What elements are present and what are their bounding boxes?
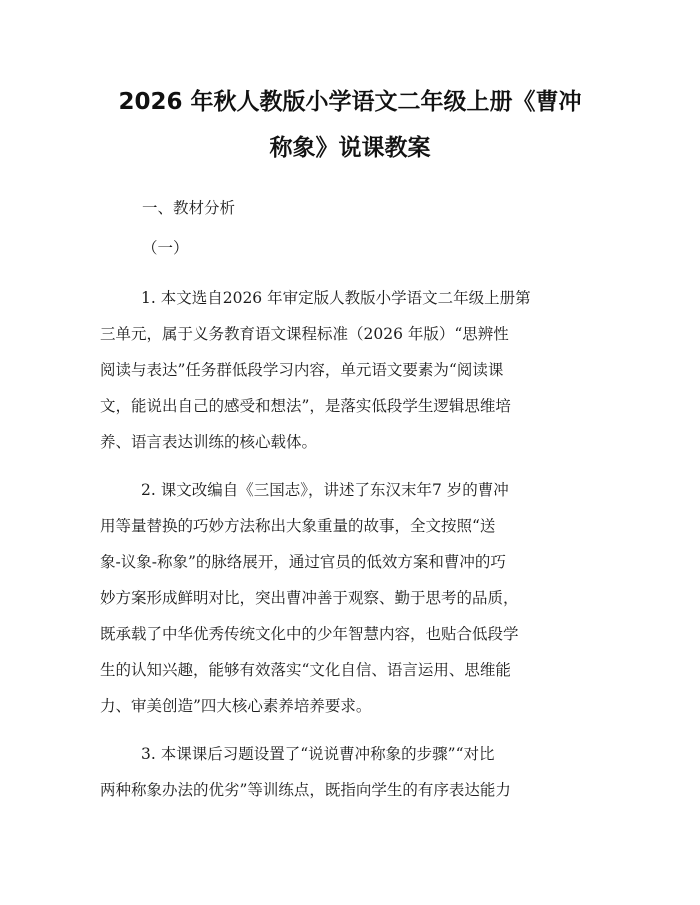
paragraph-1-line-1: 1. 本文选自2026 年审定版人教版小学语文二年级上册第 — [141, 289, 531, 307]
paragraph-3-line-2: 两种称象办法的优劣”等训练点，既指向学生的有序表达能力 — [100, 781, 511, 799]
paragraph-1-line-4: 文，能说出自己的感受和想法”，是落实低段学生逻辑思维培 — [100, 397, 511, 415]
paragraph-1-line-3: 阅读与表达”任务群低段学习内容，单元语文要素为“阅读课 — [100, 361, 504, 379]
paragraph-2-line-5: 既承载了中华优秀传统文化中的少年智慧内容，也贴合低段学 — [100, 625, 519, 643]
paragraph-2-line-7: 力、审美创造”四大核心素养培养要求。 — [100, 697, 372, 715]
document-title-line-1: 2026 年秋人教版小学语文二年级上册《曹冲 — [118, 89, 582, 115]
paragraph-2-line-1: 2. 课文改编自《三国志》，讲述了东汉末年7 岁的曹冲 — [141, 481, 509, 499]
paragraph-2-line-6: 生的认知兴趣，能够有效落实“文化自信、语言运用、思维能 — [100, 661, 511, 679]
paragraph-2-line-4: 妙方案形成鲜明对比，突出曹冲善于观察、勤于思考的品质， — [100, 589, 519, 607]
section-heading: 一、教材分析 — [142, 199, 236, 217]
paragraph-2-line-2: 用等量替换的巧妙方法称出大象重量的故事，全文按照“送 — [100, 517, 496, 535]
paragraph-1-line-2: 三单元，属于义务教育语文课程标准（2026 年版）“思辨性 — [100, 325, 509, 343]
document-title-line-2: 称象》说课教案 — [269, 135, 431, 161]
paragraph-3-line-1: 3. 本课课后习题设置了“说说曹冲称象的步骤”“对比 — [141, 745, 495, 763]
subsection-heading: （一） — [142, 239, 189, 257]
paragraph-1-line-5: 养、语言表达训练的核心载体。 — [100, 433, 318, 451]
paragraph-2-line-3: 象-议象-称象”的脉络展开，通过官员的低效方案和曹冲的巧 — [100, 553, 506, 571]
